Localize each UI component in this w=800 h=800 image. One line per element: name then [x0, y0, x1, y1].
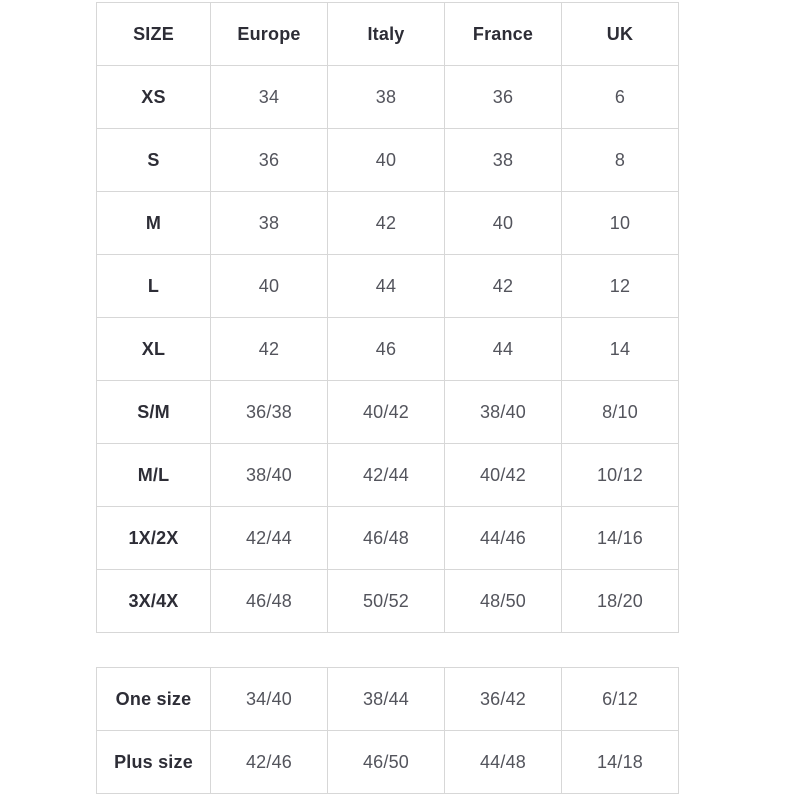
table-cell: 44/46	[445, 507, 562, 570]
table-cell: 46/48	[211, 570, 328, 633]
table-cell: 42	[211, 318, 328, 381]
table-cell: 8/10	[562, 381, 679, 444]
table-cell: 38/40	[445, 381, 562, 444]
size-label: M/L	[97, 444, 211, 507]
column-header-uk: UK	[562, 3, 679, 66]
table-cell: 18/20	[562, 570, 679, 633]
table-cell: 40/42	[328, 381, 445, 444]
table-cell: 42	[445, 255, 562, 318]
table-row	[97, 731, 679, 794]
table-cell: 44	[445, 318, 562, 381]
size-label: S/M	[97, 381, 211, 444]
size-label: M	[97, 192, 211, 255]
table-cell: 42/46	[211, 731, 328, 794]
table-row	[97, 668, 679, 731]
table-row	[97, 507, 679, 570]
table-cell: 42	[328, 192, 445, 255]
table-cell: 36/42	[445, 668, 562, 731]
size-conversion-table	[96, 2, 679, 633]
size-label: S	[97, 129, 211, 192]
column-header-size: SIZE	[97, 3, 211, 66]
size-label: XS	[97, 66, 211, 129]
table-cell: 46/50	[328, 731, 445, 794]
table-cell: 14	[562, 318, 679, 381]
size-label: One size	[97, 668, 211, 731]
column-header-france: France	[445, 3, 562, 66]
table-cell: 6/12	[562, 668, 679, 731]
table-row	[97, 444, 679, 507]
table-cell: 44/48	[445, 731, 562, 794]
table-cell: 50/52	[328, 570, 445, 633]
table-cell: 46	[328, 318, 445, 381]
table-cell: 14/16	[562, 507, 679, 570]
table-cell: 36	[211, 129, 328, 192]
size-label: XL	[97, 318, 211, 381]
table-cell: 34/40	[211, 668, 328, 731]
table-cell: 38	[211, 192, 328, 255]
table-cell: 38/40	[211, 444, 328, 507]
table-cell: 42/44	[328, 444, 445, 507]
table-cell: 46/48	[328, 507, 445, 570]
table-cell: 10/12	[562, 444, 679, 507]
table-cell: 10	[562, 192, 679, 255]
table-cell: 40	[445, 192, 562, 255]
table-cell: 44	[328, 255, 445, 318]
table-cell: 40/42	[445, 444, 562, 507]
header-row	[97, 3, 679, 66]
table-cell: 8	[562, 129, 679, 192]
table-cell: 34	[211, 66, 328, 129]
table-cell: 42/44	[211, 507, 328, 570]
size-label: 3X/4X	[97, 570, 211, 633]
table-row	[97, 66, 679, 129]
table-cell: 38/44	[328, 668, 445, 731]
size-label: 1X/2X	[97, 507, 211, 570]
column-header-europe: Europe	[211, 3, 328, 66]
special-sizes-table	[96, 667, 679, 794]
table-cell: 38	[328, 66, 445, 129]
table-row	[97, 318, 679, 381]
table-cell: 6	[562, 66, 679, 129]
table-cell: 48/50	[445, 570, 562, 633]
table-row	[97, 192, 679, 255]
table-row	[97, 129, 679, 192]
column-header-italy: Italy	[328, 3, 445, 66]
table-cell: 36	[445, 66, 562, 129]
table-cell: 12	[562, 255, 679, 318]
table-row	[97, 381, 679, 444]
table-cell: 40	[328, 129, 445, 192]
table-row	[97, 255, 679, 318]
table-cell: 36/38	[211, 381, 328, 444]
table-cell: 40	[211, 255, 328, 318]
table-cell: 38	[445, 129, 562, 192]
size-label: Plus size	[97, 731, 211, 794]
table-cell: 14/18	[562, 731, 679, 794]
size-label: L	[97, 255, 211, 318]
table-row	[97, 570, 679, 633]
